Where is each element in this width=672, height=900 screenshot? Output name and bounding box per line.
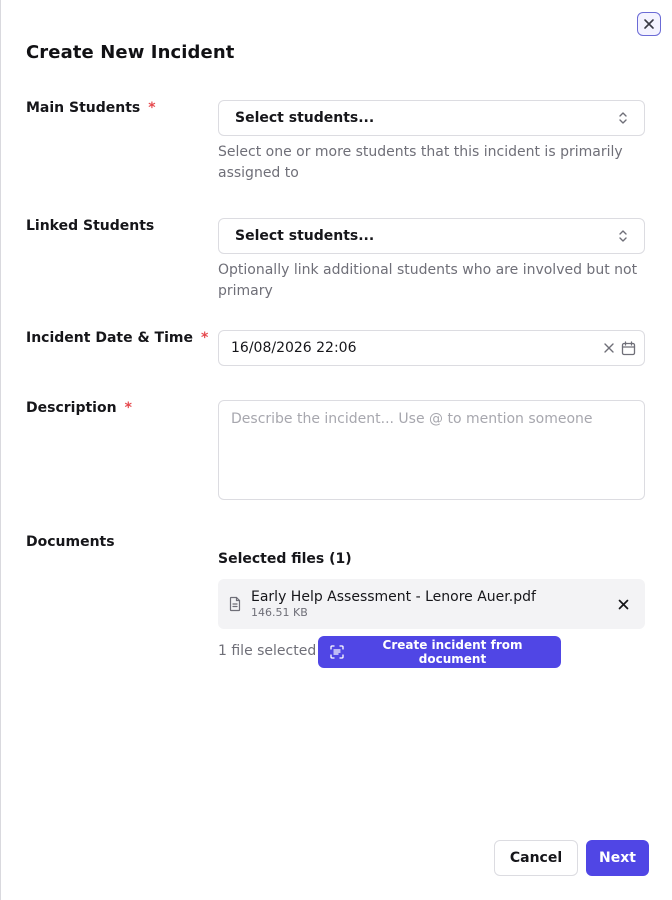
document-icon [228,596,242,612]
required-mark: * [200,330,209,346]
chevron-up-down-icon [618,229,628,243]
chevron-up-down-icon [618,111,628,125]
cancel-button[interactable]: Cancel [494,840,578,876]
main-students-label-text: Main Students [26,100,141,116]
clear-icon[interactable] [603,342,615,354]
linked-students-select[interactable] [218,218,645,254]
file-name: Early Help Assessment - Lenore Auer.pdf [251,588,536,605]
close-button[interactable] [637,12,661,36]
linked-students-label: Linked Students [26,218,155,234]
description-textarea[interactable] [218,400,645,500]
description-label [26,400,132,416]
create-from-document-label: Create incident from document [382,638,523,666]
main-students-help: Select one or more students that this incident is primarily assigned to [218,144,623,181]
incident-datetime-value: 16/08/2026 22:06 [231,340,357,356]
file-count-text: 1 file selected [218,643,317,659]
linked-students-help: Optionally link additional students who are involved but not primary [218,262,638,299]
incident-datetime-input[interactable] [218,330,645,366]
required-mark: * [124,400,132,416]
description-label-text: Description [26,400,117,416]
create-from-document-button[interactable] [318,636,561,668]
dialog-title: Create New Incident [26,42,235,63]
documents-label: Documents [26,534,115,550]
main-students-label [26,100,156,116]
main-students-placeholder: Select students... [235,110,375,126]
required-mark: * [148,100,156,116]
file-info [251,589,614,620]
file-size: 146.51 KB [251,605,308,619]
remove-file-button[interactable] [614,595,633,614]
calendar-icon[interactable] [621,341,636,356]
scan-document-icon [330,645,344,659]
file-card [218,579,645,629]
incident-datetime-label-text: Incident Date & Time [26,330,193,346]
close-icon [643,18,655,30]
close-icon [618,599,629,610]
selected-files-heading: Selected files (1) [218,551,352,567]
next-button[interactable]: Next [586,840,649,876]
linked-students-placeholder: Select students... [235,228,375,244]
incident-datetime-label [26,330,208,346]
main-students-select[interactable] [218,100,645,136]
